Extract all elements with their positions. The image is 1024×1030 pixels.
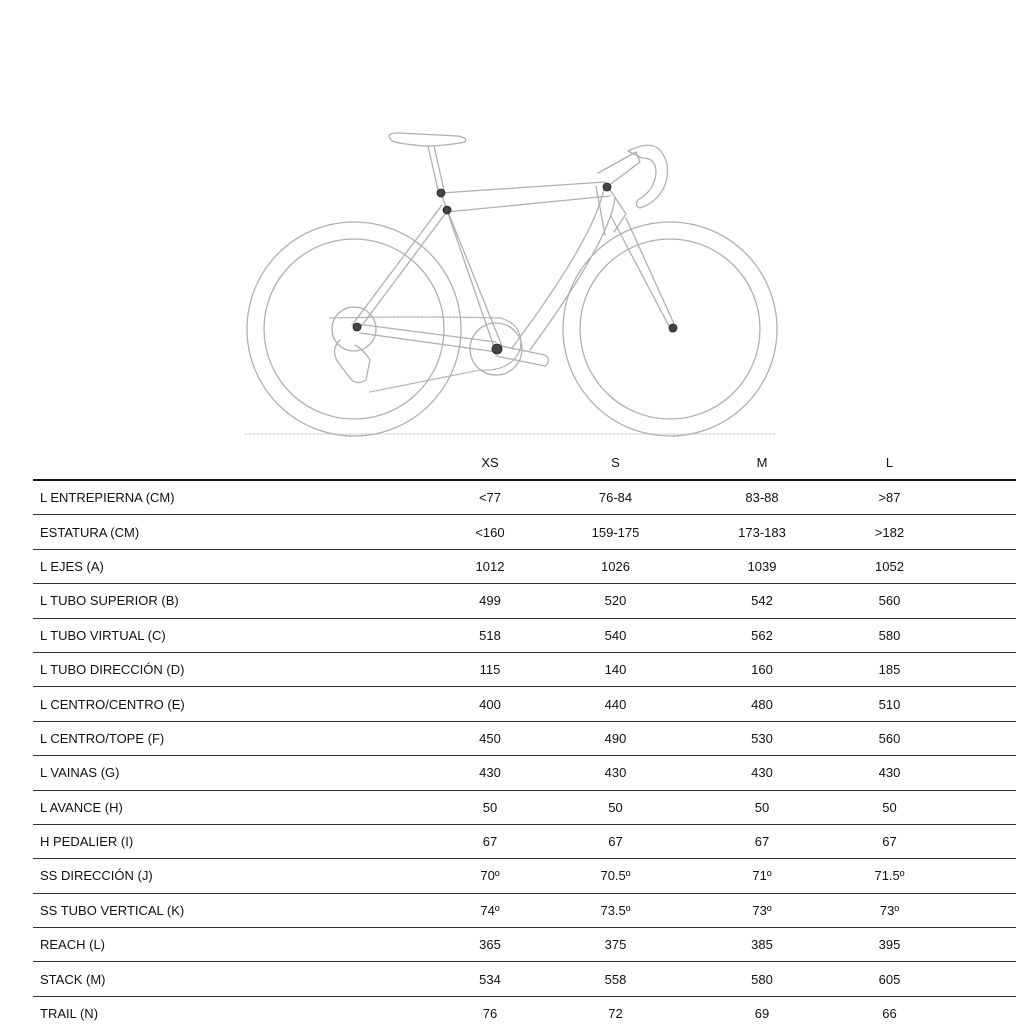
row-label: L TUBO VIRTUAL (C) [33,618,426,652]
table-row [33,893,1016,927]
cell-spacer [932,549,1016,583]
top-tube [441,182,610,212]
row-label: L TUBO DIRECCIÓN (D) [33,652,426,686]
header-size-m: M [677,446,847,480]
cell-l: 560 [847,721,932,755]
cell-m: 50 [677,790,847,824]
table-header-row [33,446,1016,480]
cell-s: 50 [554,790,677,824]
cell-l: 50 [847,790,932,824]
cell-xs: 365 [426,928,554,962]
cell-l: >182 [847,515,932,549]
cell-spacer [932,996,1016,1030]
cell-m: 580 [677,962,847,996]
row-label: L CENTRO/CENTRO (E) [33,687,426,721]
table-row [33,790,1016,824]
cell-spacer [932,756,1016,790]
table-row [33,515,1016,549]
cell-spacer [932,859,1016,893]
cell-xs: 534 [426,962,554,996]
row-label: L TUBO SUPERIOR (B) [33,584,426,618]
header-size-s: S [554,446,677,480]
cell-xs: 50 [426,790,554,824]
row-label: L ENTREPIERNA (CM) [33,480,426,515]
cell-xs: 74º [426,893,554,927]
cell-spacer [932,928,1016,962]
cell-l: 185 [847,652,932,686]
cell-m: 562 [677,618,847,652]
joint-top-tube [443,206,451,214]
cell-m: 385 [677,928,847,962]
cell-s: 70.5º [554,859,677,893]
joint-head-tube [603,183,611,191]
cell-m: 160 [677,652,847,686]
cell-m: 173-183 [677,515,847,549]
cell-s: 490 [554,721,677,755]
cell-s: 520 [554,584,677,618]
cell-m: 83-88 [677,480,847,515]
cell-xs: 518 [426,618,554,652]
cell-s: 72 [608,1006,623,1022]
cell-l: 1052 [847,549,932,583]
joint-seat-clamp [437,189,445,197]
header-size-xs: XS [426,446,554,480]
cell-m: 542 [677,584,847,618]
table-row [33,996,1016,1030]
cell-m: 530 [677,721,847,755]
cell-spacer [932,652,1016,686]
table-row [33,618,1016,652]
cell-xs: 499 [426,584,554,618]
table-row [33,687,1016,721]
row-label: L CENTRO/TOPE (F) [33,721,426,755]
cell-l: 580 [847,618,932,652]
table-row [33,721,1016,755]
header-label-spacer [33,446,426,480]
cell-l: 510 [847,687,932,721]
cell-xs: 450 [426,721,554,755]
table-row [33,824,1016,858]
cell-l: 71.5º [847,859,932,893]
cell-spacer [932,962,1016,996]
cell-l: >87 [847,480,932,515]
row-label: L EJES (A) [33,549,426,583]
cell-l: 560 [847,584,932,618]
header-size-l: L [847,446,932,480]
cell-xs: 115 [426,652,554,686]
bike-illustration [0,0,1024,445]
cell-m: 430 [677,756,847,790]
cell-s: 76-84 [554,480,677,515]
row-label: ESTATURA (CM) [33,515,426,549]
cell-s: 67 [554,824,677,858]
cell-spacer [932,790,1016,824]
row-label: H PEDALIER (I) [33,824,426,858]
cell-xs: 430 [426,756,554,790]
cell-s: 440 [554,687,677,721]
cell-l: 605 [847,962,932,996]
cell-s: 1026 [554,549,677,583]
row-label: TRAIL (N) [40,1006,99,1022]
cell-xs: 76 [482,1006,498,1022]
cell-m: 67 [677,824,847,858]
row-label: L AVANCE (H) [33,790,426,824]
row-label: REACH (L) [33,928,426,962]
chain-stays [357,324,497,352]
cell-spacer [932,893,1016,927]
geometry-table [33,446,1016,1030]
joint-rear-axle [353,323,361,331]
cell-l: 66 [882,1006,897,1022]
seatpost [428,146,444,190]
row-label: SS DIRECCIÓN (J) [33,859,426,893]
table-row [33,480,1016,515]
cell-m: 73º [677,893,847,927]
cell-xs: 400 [426,687,554,721]
table-row [33,859,1016,893]
seat-stays [352,205,448,328]
cell-s: 558 [554,962,677,996]
cell-spacer [932,584,1016,618]
cell-s: 73.5º [554,893,677,927]
table-row [33,756,1016,790]
row-label: L VAINAS (G) [33,756,426,790]
handlebar [628,145,668,208]
cell-spacer [932,515,1016,549]
cell-xs: 70º [426,859,554,893]
saddle [389,133,466,146]
cell-spacer [932,824,1016,858]
cell-spacer [932,480,1016,515]
head-tube [596,182,626,235]
cell-s: 140 [554,652,677,686]
header-spacer [932,446,1016,480]
table-row [33,928,1016,962]
row-label: STACK (M) [33,962,426,996]
cell-spacer [932,618,1016,652]
fork [611,216,676,332]
cell-s: 375 [554,928,677,962]
cell-l: 430 [847,756,932,790]
cell-l: 67 [847,824,932,858]
cell-m: 71º [677,859,847,893]
cell-xs: 67 [426,824,554,858]
cell-xs: <77 [426,480,554,515]
seat-tube [441,193,502,347]
table-row [33,584,1016,618]
cell-m: 69 [754,1006,770,1022]
cell-xs: <160 [426,515,554,549]
cell-m: 480 [677,687,847,721]
table-row [33,962,1016,996]
row-label: SS TUBO VERTICAL (K) [33,893,426,927]
table-row [33,652,1016,686]
cell-xs: 1012 [426,549,554,583]
cell-l: 73º [847,893,932,927]
joint-bottom-bracket [492,344,502,354]
joint-front-axle [669,324,677,332]
stem [598,152,640,186]
cell-spacer [932,687,1016,721]
table-row [33,549,1016,583]
cell-s: 540 [554,618,677,652]
cell-spacer [932,721,1016,755]
cell-l: 395 [847,928,932,962]
cell-s: 159-175 [554,515,677,549]
cell-m: 1039 [677,549,847,583]
cell-s: 430 [554,756,677,790]
